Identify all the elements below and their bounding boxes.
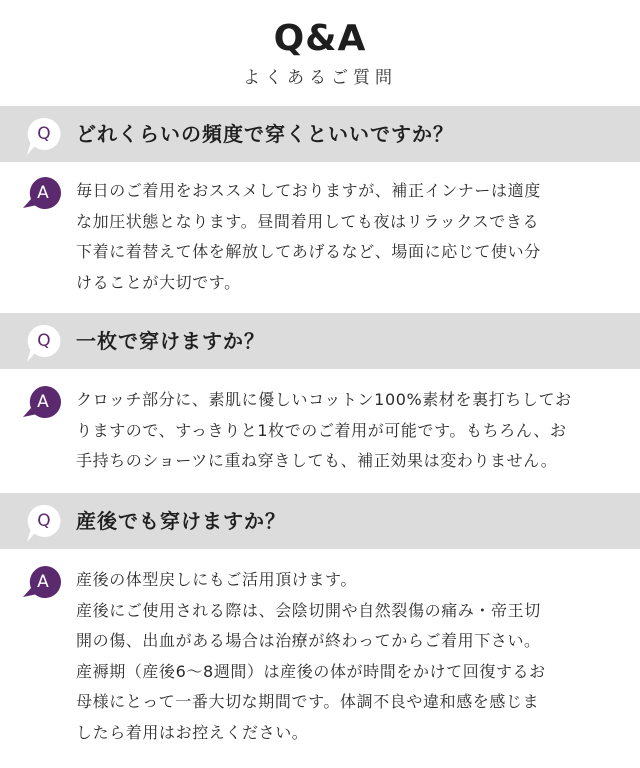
faq-question-text: 産後でも穿けますか？ [76, 509, 286, 533]
answer-line: 産後にご使用される際は、会陰切開や自然裂傷の痛み・帝王切 [76, 600, 541, 620]
answer-badge-icon [22, 176, 60, 212]
question-badge-label: Q [37, 331, 51, 351]
answer-line: けることが大切です。 [76, 272, 241, 292]
question-badge-icon [26, 504, 60, 538]
answer-line: 産褥期（産後6〜8週間）は産後の体が時間をかけて回復するお [76, 661, 546, 681]
faq-question-bar [0, 313, 640, 369]
answer-badge-label: A [37, 572, 49, 592]
faq-question-text: 一枚で穿けますか？ [76, 329, 265, 353]
answer-line: 毎日のご着用をおススメしておりますが、補正インナーは適度 [76, 181, 541, 200]
answer-line: りますので、すっきりと1枚でのご着用が可能です。もちろん、お [76, 420, 567, 440]
faq-question-text: どれくらいの頻度で穿くといいですか？ [76, 122, 454, 146]
answer-line: 手持ちのショーツに重ね穿きしても、補正効果は変わりません。 [76, 451, 558, 470]
question-badge-icon [26, 117, 60, 151]
faq-question-bar [0, 106, 640, 162]
page-subtitle: よくあるご質問 [243, 68, 397, 88]
answer-line: したら着用はお控えください。 [76, 722, 309, 742]
question-badge-icon [26, 324, 60, 358]
answer-line: クロッチ部分に、素肌に優しいコットン100%素材を裏打ちしてお [76, 390, 572, 409]
answer-line: 下着に着替えて体を解放してあげるなど、場面に応じて使い分 [76, 242, 541, 261]
answer-badge-icon [22, 565, 60, 601]
answer-badge-icon [22, 385, 60, 421]
answer-line: 産後の体型戻しにもご活用頂けます。 [76, 570, 357, 589]
answer-line: 母様にとって一番大切な期間です。体調不良や違和感を感じま [76, 692, 540, 711]
answer-badge-label: A [37, 392, 49, 412]
answer-badge-label: A [37, 183, 49, 203]
page-title: Q&A [273, 18, 367, 59]
question-badge-label: Q [37, 511, 51, 531]
answer-line: な加圧状態となります。昼間着用しても夜はリラックスできる [76, 211, 540, 231]
faq-question-bar [0, 493, 640, 549]
question-badge-label: Q [37, 124, 51, 144]
answer-line: 開の傷、出血がある場合は治療が終わってからご着用下さい。 [76, 631, 541, 650]
page-header [0, 0, 640, 100]
